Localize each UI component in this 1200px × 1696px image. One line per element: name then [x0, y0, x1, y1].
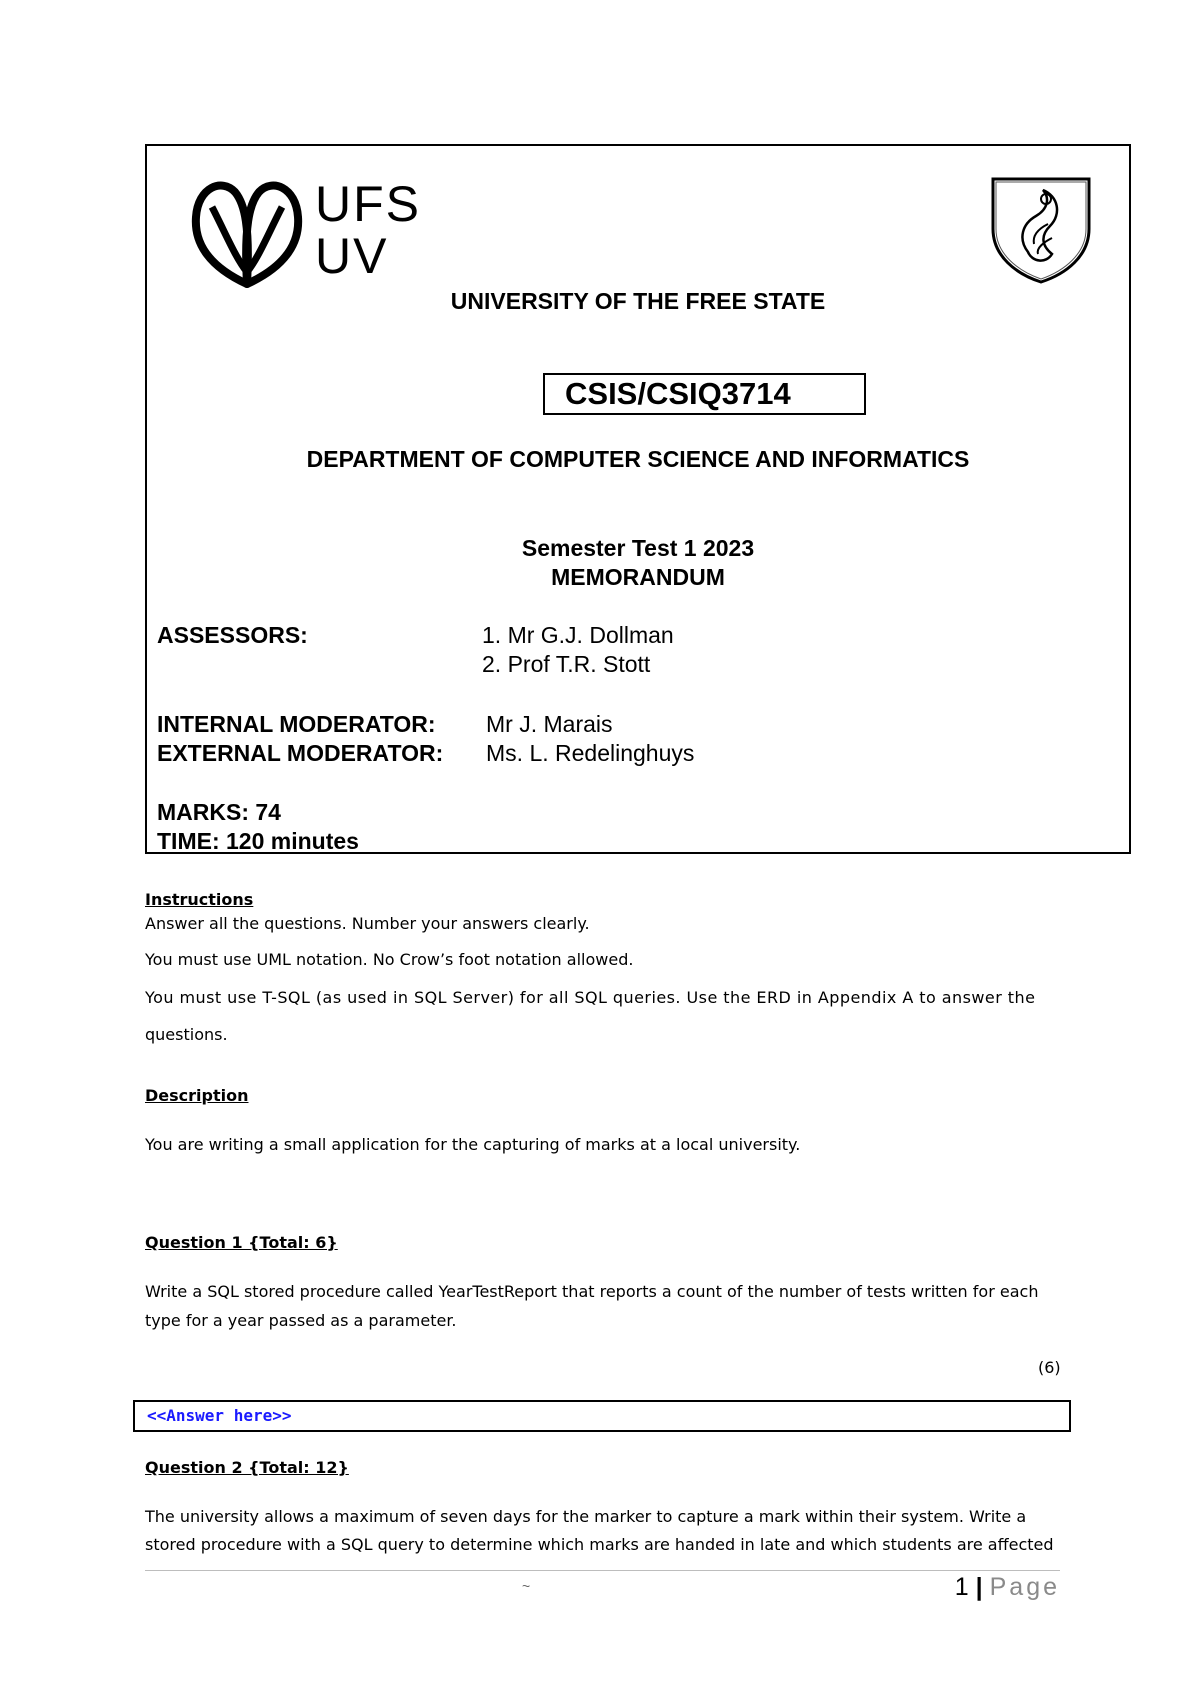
course-code: CSIS/CSIQ3714	[543, 373, 866, 415]
question-1-answer-field[interactable]: <<Answer here>>	[133, 1400, 1071, 1432]
page-separator: |	[975, 1573, 983, 1601]
test-title-block	[145, 534, 1131, 592]
university-name: UNIVERSITY OF THE FREE STATE	[450, 288, 826, 314]
question-1-line-1: Write a SQL stored procedure called YearTestReport that reports a count of the number of tests written for each	[145, 1282, 1039, 1301]
description-text: You are writing a small application for the capturing of marks at a local university.	[145, 1135, 801, 1154]
page-number	[955, 1573, 1060, 1602]
ufs-logo-text: UFS UV	[315, 176, 421, 284]
assessors-label: ASSESSORS:	[157, 622, 308, 648]
instruction-line-3: You must use T-SQL (as used in SQL Server) for all SQL queries. Use the ERD in Appendix A to answer the	[145, 988, 1036, 1007]
page-word: Page	[989, 1573, 1060, 1601]
footer-divider	[145, 1570, 1060, 1571]
shield-crest-icon	[988, 174, 1094, 286]
memorandum-label: MEMORANDUM	[551, 564, 725, 590]
question-2-line-2: stored procedure with a SQL query to determine which marks are handed in late and which students are affected	[145, 1535, 1054, 1554]
question-2-heading: Question 2 {Total: 12}	[145, 1458, 349, 1477]
instruction-line-2: You must use UML notation. No Crow’s foot notation allowed.	[145, 950, 634, 969]
external-moderator-value: Ms. L. Redelinghuys	[486, 740, 695, 766]
assessor-1: 1. Mr G.J. Dollman	[482, 622, 674, 648]
question-1-line-2: type for a year passed as a parameter.	[145, 1311, 457, 1330]
internal-moderator-label: INTERNAL MODERATOR:	[157, 711, 436, 737]
page-number-value: 1	[954, 1573, 969, 1601]
internal-moderator-value: Mr J. Marais	[486, 711, 613, 737]
time-label: TIME: 120 minutes	[157, 828, 359, 854]
marks-label: MARKS: 74	[157, 799, 281, 825]
question-1-heading: Question 1 {Total: 6}	[145, 1233, 338, 1252]
external-moderator-label: EXTERNAL MODERATOR:	[157, 740, 444, 766]
ufs-logo-icon	[190, 172, 305, 288]
question-2-line-1: The university allows a maximum of seven days for the marker to capture a mark within their system. Write a	[145, 1507, 1027, 1526]
assessor-2: 2. Prof T.R. Stott	[482, 651, 651, 677]
test-title: Semester Test 1 2023	[521, 535, 755, 561]
instruction-line-1: Answer all the questions. Number your answers clearly.	[145, 914, 590, 933]
instruction-line-4: questions.	[145, 1025, 228, 1044]
question-1-marks: (6)	[1038, 1358, 1061, 1377]
footer-mark: ~	[522, 1578, 531, 1594]
department-name: DEPARTMENT OF COMPUTER SCIENCE AND INFORMATICS	[306, 446, 970, 472]
instructions-heading: Instructions	[145, 890, 254, 909]
description-heading: Description	[145, 1086, 249, 1105]
